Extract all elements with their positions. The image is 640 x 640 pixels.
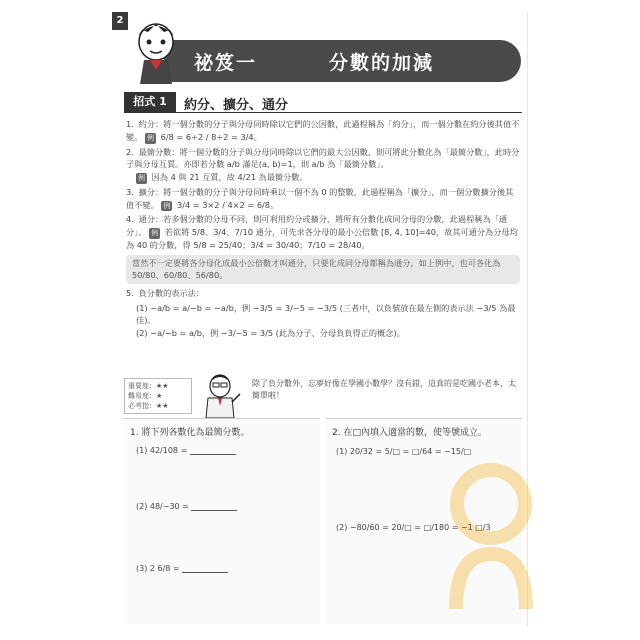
exercise-panel-2 bbox=[326, 418, 522, 624]
example-tag: 例 bbox=[138, 173, 145, 182]
item-text: 約分：將一個分數的分子與分母同時除以它們的公因數，此過程稱為「約分」，而一個分數在約分後其值不變。 bbox=[126, 119, 520, 142]
chapter-label: 祕笈一 bbox=[194, 52, 258, 74]
example-text: 3/4 = 3×2 / 4×2 = 6/8。 bbox=[176, 199, 279, 210]
answer-blank[interactable] bbox=[190, 445, 236, 455]
question-text: (3) 2 6/8 = bbox=[136, 564, 180, 573]
item-text: 負分數的表示法： bbox=[138, 288, 205, 298]
answer-blank[interactable] bbox=[182, 563, 228, 573]
lesson-item bbox=[126, 287, 520, 300]
page-number: 2 bbox=[112, 12, 128, 30]
item-number: 4. bbox=[126, 214, 134, 225]
teacher-tip: 除了負分數外，忘夢好像在學國小數學？沒有錯，這真的是吃國小老本，太簡單啦！ bbox=[252, 379, 516, 400]
exercise-heading: 2. 在□內填入適當的數，使等號成立。 bbox=[332, 428, 487, 438]
question-row bbox=[136, 563, 228, 573]
item-number: 3. bbox=[126, 186, 134, 197]
rule-text: −a/−b = a/b，例 −3/−5 = 3/5 (此為分子、分母負負得正的概念)。 bbox=[150, 328, 405, 339]
question-text: (2) 48/−30 = bbox=[136, 502, 189, 511]
section-badge: 招式 1 bbox=[124, 92, 176, 112]
tip-note: 當然不一定要將各分母化成最小公倍數才叫通分，只要化成同分母都稱為通分，如上例中，也可各化為 50/80、60/80、56/80。 bbox=[126, 255, 520, 284]
question-row bbox=[336, 523, 491, 532]
lesson-content bbox=[126, 118, 520, 340]
section-header bbox=[124, 92, 522, 113]
item-text: 通分：若多個分數的分母不同，則可利用約分或擴分，將所有分數化成同分母的分數，此過程稱為「通分」。 bbox=[126, 214, 508, 238]
rule-label: (2) bbox=[136, 328, 148, 339]
watermark-graphic bbox=[436, 459, 546, 619]
textbook-page bbox=[112, 12, 528, 626]
teacher-illustration bbox=[200, 372, 242, 418]
rule-label: (1) bbox=[136, 302, 148, 313]
question-row bbox=[136, 501, 237, 511]
item-number: 1. bbox=[126, 119, 134, 129]
question-text: (1) 42/108 = bbox=[136, 446, 188, 455]
rating-exam: 必考指：★★ bbox=[128, 402, 169, 410]
question-text: (1) 20/32 = 5/□ = □/64 = −15/□ bbox=[336, 447, 472, 456]
rating-importance: 重要度：★★ bbox=[128, 382, 169, 390]
negative-rule bbox=[126, 302, 520, 327]
chapter-title-bar bbox=[164, 40, 521, 82]
question-row bbox=[336, 447, 471, 456]
question-row bbox=[136, 445, 236, 455]
lesson-item bbox=[126, 146, 520, 184]
chapter-title: 分數的加減 bbox=[329, 52, 435, 74]
lesson-item bbox=[126, 213, 520, 251]
rating-box bbox=[124, 378, 192, 414]
answer-blank[interactable] bbox=[191, 501, 237, 511]
exercise-heading: 1. 將下列各數化為最簡分數。 bbox=[130, 428, 250, 438]
rating-difficulty: 難易度：★ bbox=[128, 392, 163, 400]
example-tag: 例 bbox=[147, 133, 154, 142]
example-text: 若欲將 5/8、3/4、7/10 通分，可先求各分母的最小公倍數 [8, 4, 10]=40，故其可通分為分母均為 40 的分數，得 5/8 = 25/40；3/4 = 30/40；7/10 = 28/40。 bbox=[126, 227, 518, 250]
mascot-illustration bbox=[126, 18, 186, 88]
item-number: 2. bbox=[126, 146, 134, 157]
item-text: 擴分：將一個分數的分子與分母同時乘以一個不為 0 的整數，此過程稱為「擴分」，而一個分數擴分後其值不變。 bbox=[126, 186, 514, 210]
lesson-item bbox=[126, 186, 520, 212]
lesson-item bbox=[126, 118, 520, 144]
example-text: 6/8 = 6÷2 / 8÷2 = 3/4。 bbox=[160, 131, 262, 142]
example-tag: 例 bbox=[151, 229, 159, 238]
negative-rule bbox=[126, 327, 520, 340]
item-number: 5. bbox=[126, 288, 134, 298]
item-text: 最簡分數：將一個分數的分子與分母同時除以它們的最大公因數，則可將此分數化為「最簡分數」，此時分子與分母互質。亦即若分數 a/b 滿足(a, b)=1，則 a/b 為「最簡分數」。 bbox=[126, 146, 520, 170]
example-text: 因為 4 與 21 互質，故 4/21 為最簡分數。 bbox=[151, 171, 308, 182]
section-title: 約分、擴分、通分 bbox=[184, 98, 289, 113]
exercise-panel-1 bbox=[124, 418, 320, 624]
rule-text: −a/b = a/−b = −a/b，例 −3/5 = 3/−5 = −3/5 (三者中，以負號放在最左側的表示法 −3/5 為最佳)。 bbox=[136, 302, 516, 326]
question-text: (2) −80/60 = 20/□ = □/180 = −1 □/3 bbox=[336, 523, 491, 532]
example-tag: 例 bbox=[163, 201, 171, 210]
